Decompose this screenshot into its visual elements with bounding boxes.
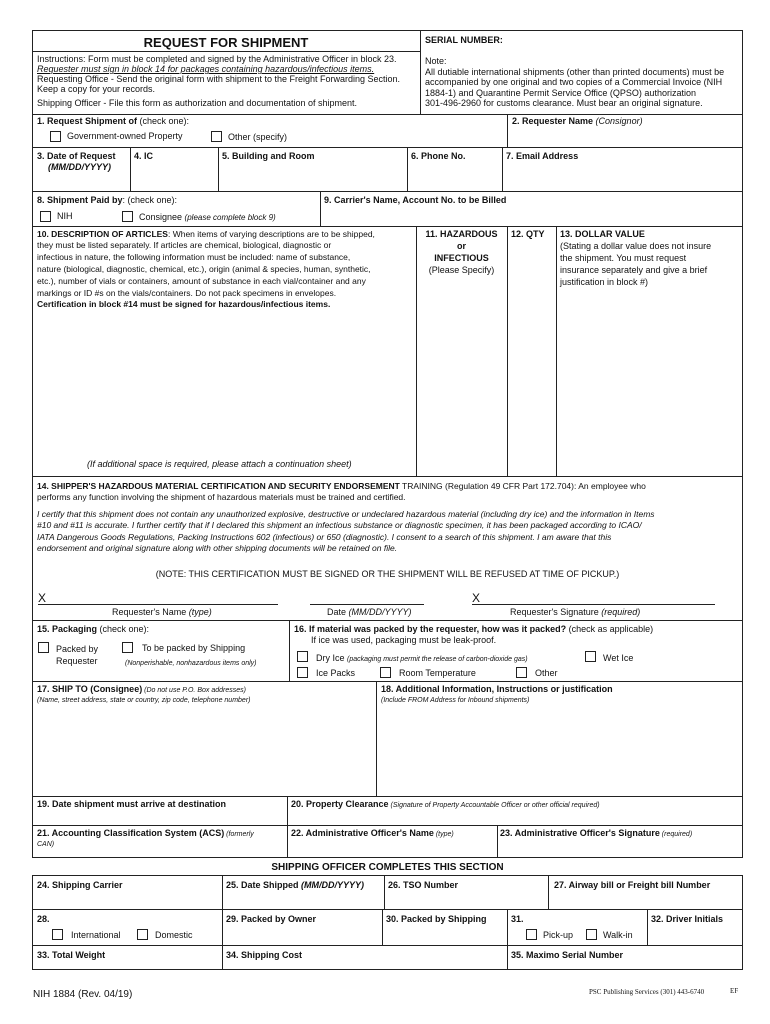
block20-label: 20. Property Clearance (Signature of Property Accountable Officer or other official required) xyxy=(291,799,600,809)
block16-line2: If ice was used, packaging must be leak-proof. xyxy=(311,635,497,645)
block10-line5: etc.), number of vials or containers, amount of substance in each vial/container and any xyxy=(37,276,366,286)
continuation-note: (If additional space is required, please attach a continuation sheet) xyxy=(87,459,352,469)
instructions-line5: Shipping Officer - File this form as authorization and documentation of shipment. xyxy=(37,98,358,108)
packed-by-shipping-label: To be packed by Shipping xyxy=(142,643,246,653)
other-specify-label: Other (specify) xyxy=(228,132,288,142)
government-property-checkbox[interactable] xyxy=(50,131,61,142)
note-line3: 1884-1) and Quarantine Permit Service Office (QPSO) authorization xyxy=(425,88,696,98)
block4-label: 4. IC xyxy=(134,151,154,161)
block13-line5: justification in block #) xyxy=(560,277,649,287)
block23-label: 23. Administrative Officer's Signature (required) xyxy=(500,828,693,838)
block11-line2: or xyxy=(457,241,466,251)
instructions-line3: Requesting Office - Send the original form with shipment to the Freight Forwarding Section. xyxy=(37,74,401,84)
certification-line2: #10 and #11 is accurate. I further certify that if I declared this shipment an infectious substance or diagnostic specimen, it has been packaged according to ICAO/ xyxy=(37,520,642,530)
instructions-line4: Keep a copy for your records. xyxy=(37,84,156,94)
block10-line1: 10. DESCRIPTION OF ARTICLES: When items of varying descriptions are to be shipped, xyxy=(37,229,375,239)
packed-by-label: Packed by xyxy=(56,644,99,654)
consignee-label: Consignee (please complete block 9) xyxy=(139,212,276,222)
pick-up-checkbox[interactable] xyxy=(526,929,537,940)
requester-signature-line[interactable] xyxy=(472,604,715,605)
block13-line1: 13. DOLLAR VALUE xyxy=(560,229,645,239)
pick-up-label: Pick-up xyxy=(543,930,574,940)
block10-line7: Certification in block #14 must be signed for hazardous/infectious items. xyxy=(37,299,331,309)
block11-line3: INFECTIOUS xyxy=(434,253,489,263)
nih-label: NIH xyxy=(57,211,73,221)
block3-format: (MM/DD/YYYY) xyxy=(48,162,111,172)
note-line4: 301-496-2960 for customs clearance. Must bear an original signature. xyxy=(425,98,703,108)
other-packing-label: Other xyxy=(535,668,558,678)
block10-line3: infectious in nature, the following information must be included: name of substance, xyxy=(37,252,351,262)
block21-line2: CAN) xyxy=(37,841,55,848)
nih-checkbox[interactable] xyxy=(40,211,51,222)
ice-packs-checkbox[interactable] xyxy=(297,667,308,678)
packed-by-shipping-checkbox[interactable] xyxy=(122,642,133,653)
block10-line2: they must be listed separately. If articles are chemical, biological, diagnostic or xyxy=(37,240,332,250)
international-checkbox[interactable] xyxy=(52,929,63,940)
block33-label: 33. Total Weight xyxy=(37,950,106,960)
note-line1: All dutiable international shipments (other than printed documents) must be xyxy=(425,67,725,77)
block21-label: 21. Accounting Classification System (ACS) (formerly xyxy=(37,828,254,838)
block27-label: 27. Airway bill or Freight bill Number xyxy=(554,880,711,890)
block14-line2: performs any function involving the shipment of hazardous materials must be trained and certified. xyxy=(37,492,406,502)
domestic-checkbox[interactable] xyxy=(137,929,148,940)
wet-ice-label: Wet Ice xyxy=(603,653,634,663)
description-field[interactable] xyxy=(33,314,415,454)
block32-label: 32. Driver Initials xyxy=(651,914,724,924)
block10-line4: nature (biological, diagnostic, chemical, etc.), origin (animal & species, human, synthetic, xyxy=(37,264,371,274)
block1-label: 1. Request Shipment of (check one): xyxy=(37,116,190,126)
block29-label: 29. Packed by Owner xyxy=(226,914,317,924)
block14-line1: 14. SHIPPER'S HAZARDOUS MATERIAL CERTIFICATION AND SECURITY ENDORSEMENT TRAINING (Regulation 49 CFR Part 172.704): An employee who xyxy=(37,481,646,491)
certification-line1: I certify that this shipment does not contain any unauthorized explosive, destructive or undeclared hazardous material (including dry ice) and the information in Items xyxy=(37,509,655,519)
sign-x-1: X xyxy=(38,591,47,605)
requester-signature-caption: Requester's Signature (required) xyxy=(510,607,641,617)
block13-line3: the shipment. You must request xyxy=(560,253,687,263)
block26-label: 26. TSO Number xyxy=(388,880,459,890)
block17-label: 17. SHIP TO (Consignee) (Do not use P.O. Box addresses) xyxy=(37,684,246,694)
domestic-label: Domestic xyxy=(155,930,193,940)
sign-x-2: X xyxy=(472,591,481,605)
packed-by-requester-checkbox[interactable] xyxy=(38,642,49,653)
block6-label: 6. Phone No. xyxy=(411,151,466,161)
block30-label: 30. Packed by Shipping xyxy=(386,914,487,924)
date-line[interactable] xyxy=(310,604,424,605)
certification-note: (NOTE: THIS CERTIFICATION MUST BE SIGNED OR THE SHIPMENT WILL BE REFUSED AT TIME OF PICKUP.) xyxy=(155,569,620,579)
block25-label: 25. Date Shipped (MM/DD/YYYY) xyxy=(226,880,365,890)
block17-line2: (Name, street address, state or country, zip code, telephone number) xyxy=(37,697,251,704)
block2-label: 2. Requester Name (Consignor) xyxy=(512,116,643,126)
room-temperature-label: Room Temperature xyxy=(399,668,476,678)
block7-label: 7. Email Address xyxy=(506,151,579,161)
dry-ice-label: Dry Ice (packaging must permit the release of carbon-dioxide gas) xyxy=(316,653,528,663)
block5-label: 5. Building and Room xyxy=(222,151,315,161)
room-temperature-checkbox[interactable] xyxy=(380,667,391,678)
instructions-line1: Instructions: Form must be completed and signed by the Administrative Officer in block 23. xyxy=(37,54,397,64)
block28-label: 28. xyxy=(37,914,50,924)
international-label: International xyxy=(71,930,121,940)
block13-line2: (Stating a dollar value does not insure xyxy=(560,241,712,251)
wet-ice-checkbox[interactable] xyxy=(585,651,596,662)
other-packing-checkbox[interactable] xyxy=(516,667,527,678)
dry-ice-checkbox[interactable] xyxy=(297,651,308,662)
block18-label: 18. Additional Information, Instructions or justification xyxy=(381,684,613,694)
note-label: Note: xyxy=(425,56,447,66)
block11-line1: 11. HAZARDOUS xyxy=(425,229,498,239)
walk-in-checkbox[interactable] xyxy=(586,929,597,940)
block12-label: 12. QTY xyxy=(511,229,545,239)
ef-mark: EF xyxy=(730,987,739,995)
date-caption: Date (MM/DD/YYYY) xyxy=(327,607,412,617)
packed-by-shipping-note: (Nonperishable, nonhazardous items only) xyxy=(125,660,257,667)
block18-line2: (Include FROM Address for Inbound shipments) xyxy=(381,697,530,704)
block24-label: 24. Shipping Carrier xyxy=(37,880,123,890)
serial-number-label: SERIAL NUMBER: xyxy=(425,35,503,45)
instructions-line2: Requester must sign in block 14 for packages containing hazardous/infectious items. xyxy=(37,64,375,74)
form-title: REQUEST FOR SHIPMENT xyxy=(143,35,309,50)
publisher-credit: PSC Publishing Services (301) 443-6740 xyxy=(589,988,705,996)
shipping-section-header: SHIPPING OFFICER COMPLETES THIS SECTION xyxy=(271,862,504,873)
certification-line4: endorsement and original signature along with other shipping documents will be retained on file. xyxy=(37,543,398,553)
consignee-checkbox[interactable] xyxy=(122,211,133,222)
walk-in-label: Walk-in xyxy=(603,930,633,940)
block15-label: 15. Packaging (check one): xyxy=(37,624,150,634)
requester-label: Requester xyxy=(56,656,98,666)
block31-label: 31. xyxy=(511,914,524,924)
block10-line6: markings or ID #s on the vials/containers. Do not pack specimens in envelopes. xyxy=(37,288,337,298)
block9-label: 9. Carrier's Name, Account No. to be Billed xyxy=(324,195,507,205)
block16-label: 16. If material was packed by the requester, how was it packed? (check as applicable) xyxy=(294,624,654,634)
block22-label: 22. Administrative Officer's Name (type) xyxy=(291,828,454,838)
form-number: NIH 1884 (Rev. 04/19) xyxy=(33,989,133,1000)
block3-label: 3. Date of Request xyxy=(37,151,116,161)
note-line2: accompanied by one original and two copies of a Commercial Invoice (NIH xyxy=(425,77,723,87)
requester-name-caption: Requester's Name (type) xyxy=(112,607,212,617)
certification-line3: IATA Dangerous Goods Regulations, Packing Instructions 602 (infectious) or 650 (diagnostic). I consent to a search of this shipment. I am aware that this xyxy=(37,532,612,542)
requester-name-line[interactable] xyxy=(38,604,278,605)
government-property-label: Government-owned Property xyxy=(67,131,183,141)
block19-label: 19. Date shipment must arrive at destination xyxy=(37,799,227,809)
block13-line4: insurance separately and give a brief xyxy=(560,265,708,275)
block11-line4: (Please Specify) xyxy=(428,265,495,275)
ice-packs-label: Ice Packs xyxy=(316,668,356,678)
block35-label: 35. Maximo Serial Number xyxy=(511,950,624,960)
block34-label: 34. Shipping Cost xyxy=(226,950,303,960)
block8-label: 8. Shipment Paid by: (check one): xyxy=(37,195,178,205)
other-specify-checkbox[interactable] xyxy=(211,131,222,142)
